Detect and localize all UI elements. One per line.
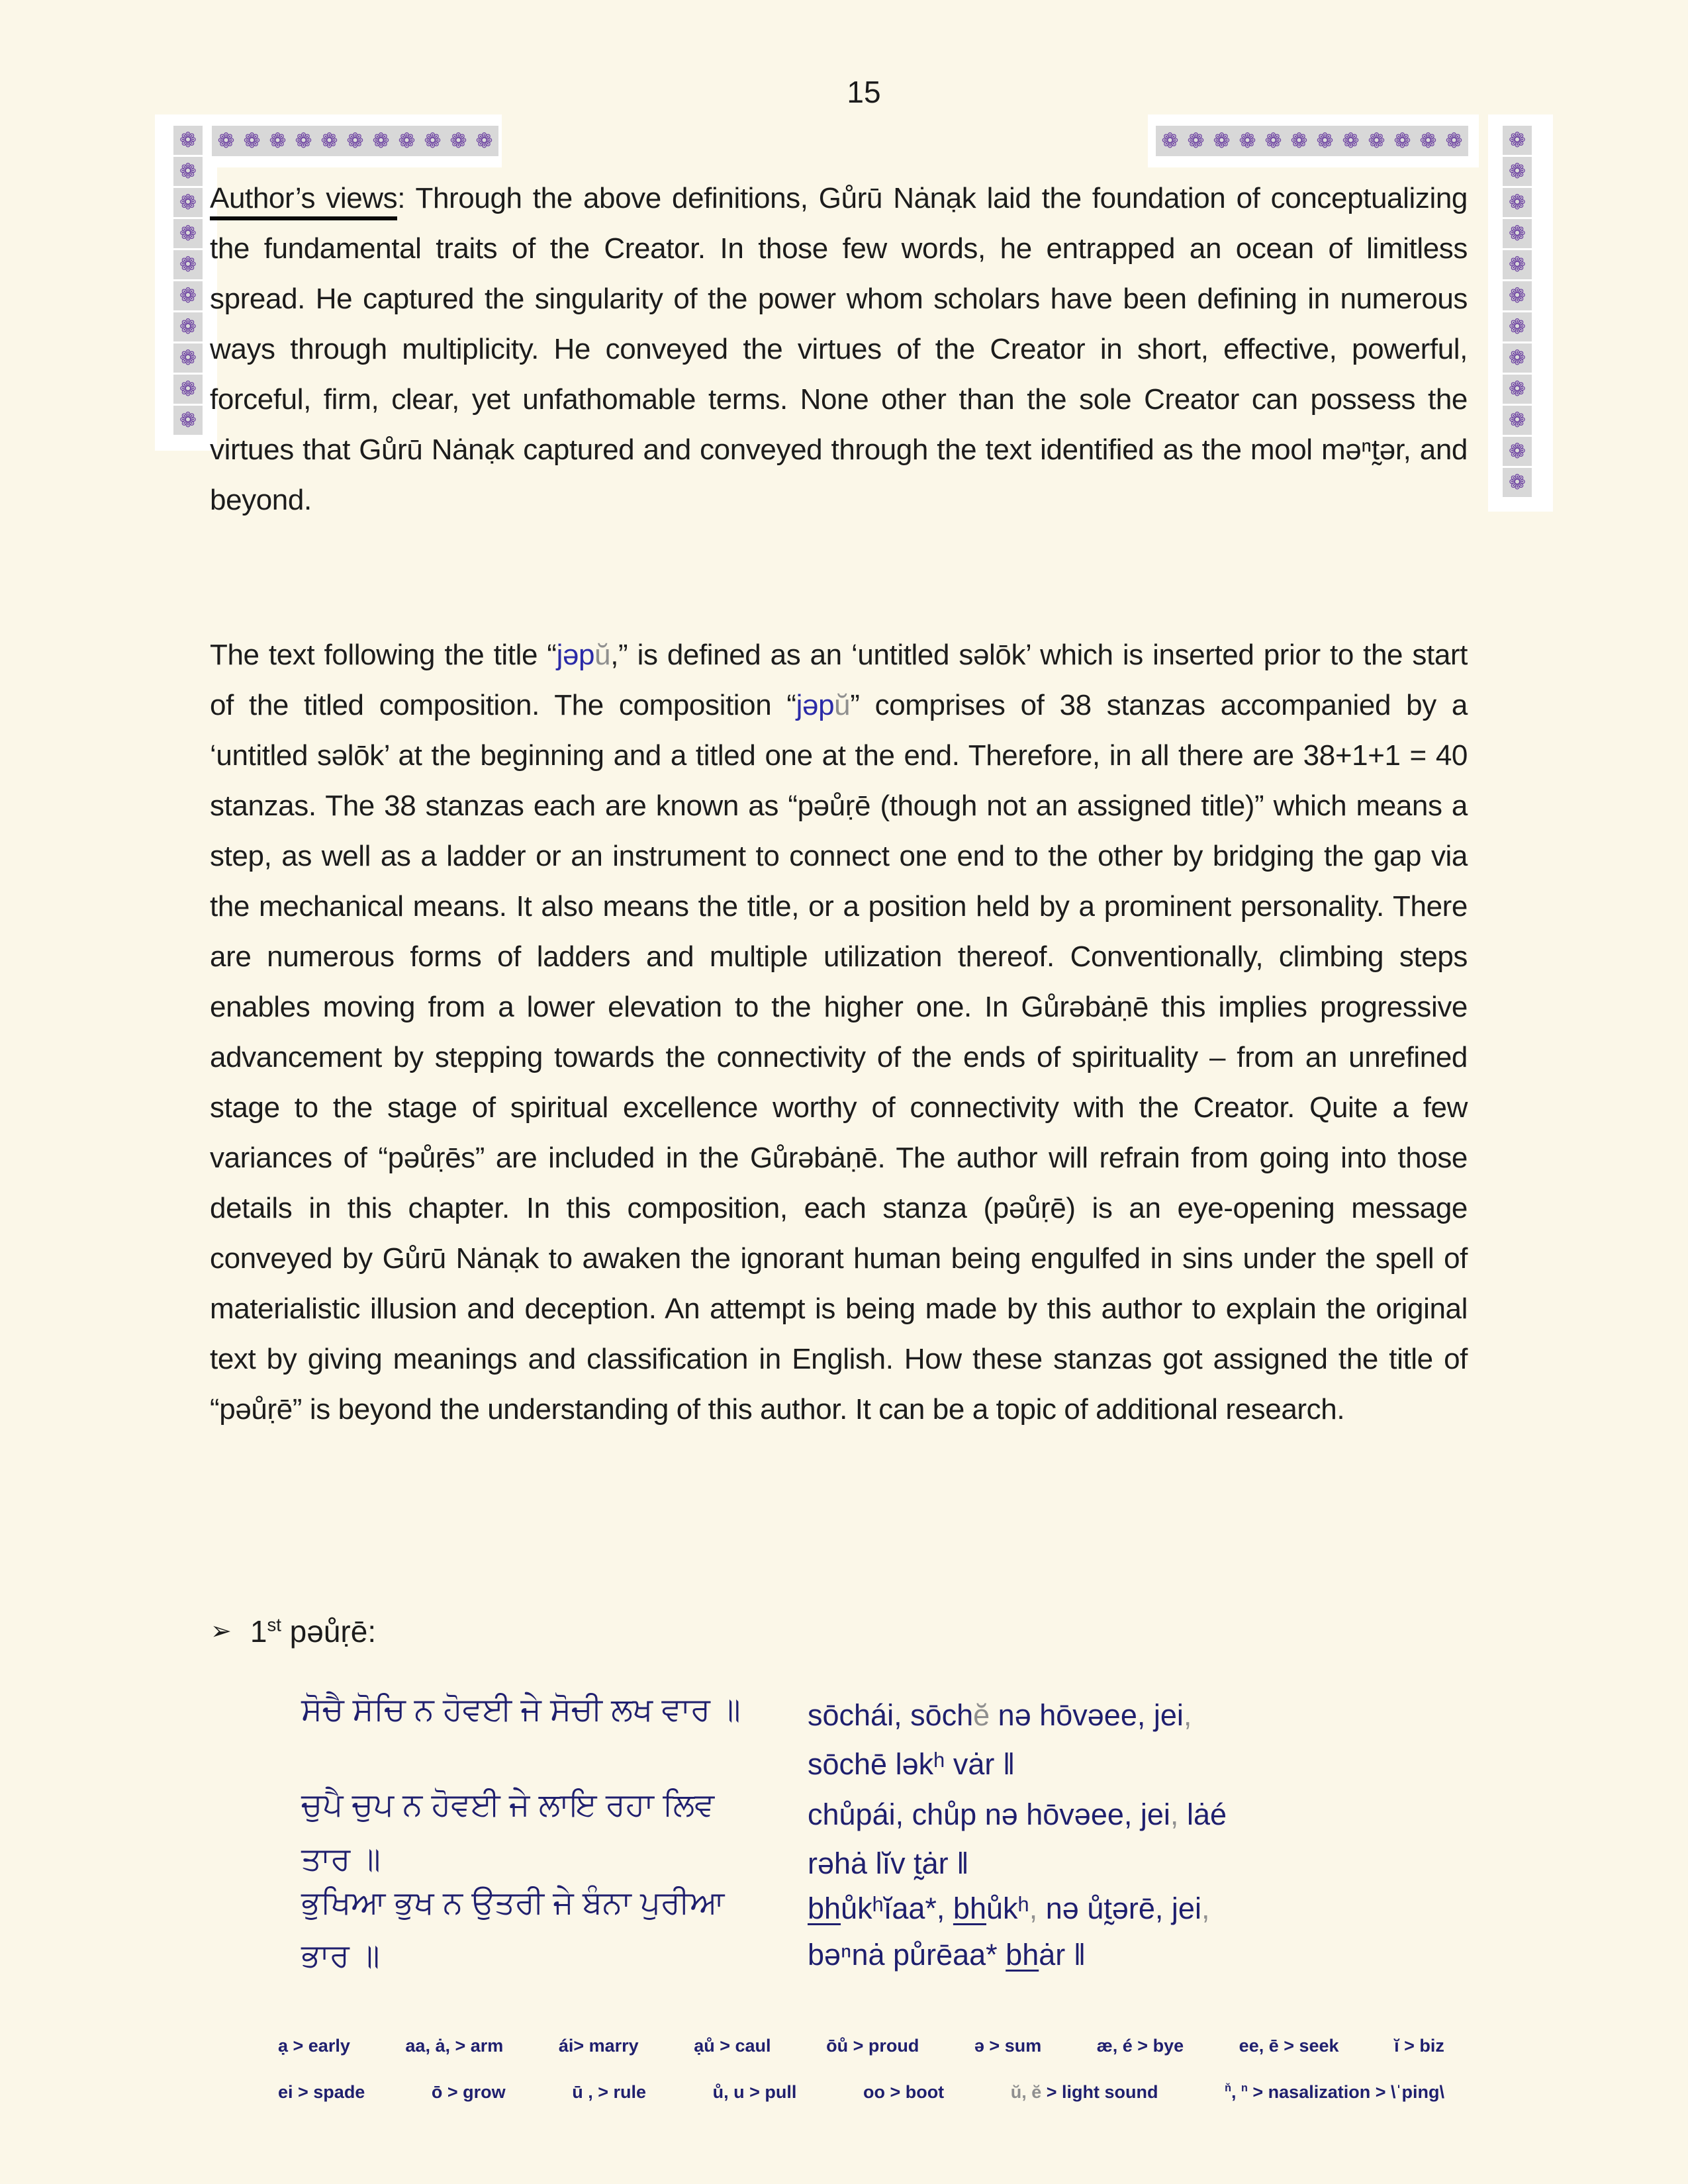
flower-ornament-icon: ❁ — [398, 129, 416, 153]
gurmukhi-line: ਭਾਰ ॥ — [301, 1938, 380, 1974]
flower-ornament-icon: ❁ — [449, 129, 467, 153]
flower-ornament-icon: ❁ — [1445, 129, 1463, 153]
flower-ornament-icon: ❁ — [173, 157, 203, 186]
flower-ornament-icon: ❁ — [173, 126, 203, 155]
key-item: ū , > rule — [572, 2082, 647, 2102]
pronunciation-key-row-2 — [278, 2082, 1444, 2103]
key-item: ə > sum — [974, 2036, 1042, 2056]
flower-ornament-icon: ❁ — [1503, 281, 1532, 310]
flower-ornament-icon: ❁ — [269, 129, 287, 153]
flower-ornament-icon: ❁ — [243, 129, 261, 153]
flower-ornament-icon: ❁ — [1503, 312, 1532, 341]
key-item: ō > grow — [431, 2082, 506, 2102]
flower-ornament-icon: ❁ — [173, 219, 203, 248]
flower-ornament-icon: ❁ — [1503, 375, 1532, 404]
key-item: æ, é > bye — [1096, 2036, 1184, 2056]
flower-border-left — [173, 126, 203, 435]
flower-border-top-left — [212, 126, 498, 156]
flower-ornament-icon: ❁ — [173, 250, 203, 279]
flower-ornament-icon: ❁ — [346, 129, 364, 153]
flower-ornament-icon: ❁ — [173, 375, 203, 404]
flower-ornament-icon: ❁ — [475, 129, 493, 153]
key-item: ee, ē > seek — [1239, 2036, 1339, 2056]
pronunciation-key-row-1 — [278, 2036, 1444, 2056]
flower-ornament-icon: ❁ — [1368, 129, 1385, 153]
key-item: oo > boot — [863, 2082, 945, 2102]
bullet-label: 1st pəůṛē: — [250, 1614, 377, 1649]
key-item: $^ň$, $^n$ > nasalization > \ˈping\ — [1225, 2082, 1444, 2102]
flower-border-top-right — [1156, 126, 1468, 156]
flower-border-right — [1503, 126, 1532, 497]
flower-ornament-icon: ❁ — [1503, 406, 1532, 435]
paragraph-japu-description: The text following the title “jəpŭ,” is defined as an ‘untitled səlōk’ which is inserted prior to the start of the titled composition. The composition “jəpŭ” comprises of 38 stanzas accompanied by a ‘untitled səlōk’ at the beginning and a titled one at the end. Therefore, in all there are 38+1+1 = 40 stanzas. The 38 stanzas each are known as “pəůṛē (though not an assigned title)” which means a step, as well as a ladder or an instrument to connect one end to the other by bridging the gap via the mechanical means. It also means the title, or a position held by a prominent personality. There are numerous forms of ladders and multiple utilization thereof. Conventionally, climbing steps enables moving from a lower elevation to the higher one. In Gůrəbȧṇē this implies progressive advancement by stepping towards the connectivity of the ends of spirituality – from an unrefined stage to the stage of spiritual excellence worthy of connectivity with the Creator. Quite a few variances of “pəůṛēs” are included in the Gůrəbȧṇē. The author will refrain from going into those details in this chapter. In this composition, each stanza (pəůṛē) is an eye-opening message conveyed by Gůrū Nȧnạk to awaken the ignorant human being engulfed in sins under the spell of materialistic illusion and deception. An attempt is being made by this author to explain the original text by giving meanings and classification in English. How these stanzas got assigned the title of “pəůṛē” is beyond the understanding of this author. It can be a topic of additional research. — [210, 639, 1468, 1426]
flower-ornament-icon: ❁ — [1316, 129, 1334, 153]
flower-ornament-icon: ❁ — [1503, 250, 1532, 279]
key-item: ĭ > biz — [1394, 2036, 1444, 2056]
flower-ornament-icon: ❁ — [1503, 219, 1532, 248]
gurmukhi-line: ਚੁਪੈ ਚੁਪ ਨ ਹੋਵਈ ਜੇ ਲਾਇ ਰਹਾ ਲਿਵ — [301, 1788, 715, 1823]
flower-ornament-icon: ❁ — [1187, 129, 1205, 153]
page-number: 15 — [847, 75, 881, 109]
key-item: ạ > early — [278, 2036, 350, 2056]
flower-ornament-icon: ❁ — [1213, 129, 1231, 153]
flower-ornament-icon: ❁ — [173, 312, 203, 341]
transliteration-line: bəⁿnȧ půrēaa* bhȧr ‖ — [808, 1938, 1086, 1972]
key-item: ei > spade — [278, 2082, 365, 2102]
flower-ornament-icon: ❁ — [320, 129, 338, 153]
transliteration-line: sōchái, sōchĕ nə hōvəee, jei, — [808, 1698, 1192, 1732]
flower-ornament-icon: ❁ — [1290, 129, 1308, 153]
flower-ornament-icon: ❁ — [173, 343, 203, 373]
transliteration-line: chůpái, chůp nə hōvəee, jei, lȧé — [808, 1797, 1227, 1831]
arrow-bullet-icon: ➢ — [211, 1616, 232, 1645]
flower-ornament-icon: ❁ — [1503, 437, 1532, 466]
flower-ornament-icon: ❁ — [1503, 468, 1532, 497]
key-item: ů, u > pull — [712, 2082, 797, 2102]
bullet-first-paure — [211, 1614, 376, 1649]
transliteration-line: sōchē ləkʰ vȧr ‖ — [808, 1747, 1015, 1781]
paragraph-authors-views: Author’s views: Through the above definitions, Gůrū Nȧnạk laid the foundation of conceptualizing the fundamental traits of the Creator. In those few words, he entrapped an ocean of limitless spread. He captured the singularity of the power whom scholars have been defining in numerous ways through multiplicity. He conveyed the virtues of the Creator in short, effective, powerful, forceful, firm, clear, yet unfathomable terms. None other than the sole Creator can possess the virtues that Gůrū Nȧnạk captured and conveyed through the text identified as the mool məⁿt̰ər, and beyond. — [210, 182, 1468, 516]
key-item: aa, ȧ, > arm — [405, 2036, 504, 2056]
flower-ornament-icon: ❁ — [1503, 157, 1532, 186]
flower-ornament-icon: ❁ — [173, 406, 203, 435]
transliteration-line: bhůkʰĭaa*, bhůkʰ, nə ůt̰ərē, jei, — [808, 1891, 1210, 1925]
flower-ornament-icon: ❁ — [1503, 188, 1532, 217]
transliteration-line: rəhȧ lĭv t̰ȧr ‖ — [808, 1846, 969, 1880]
flower-ornament-icon: ❁ — [1264, 129, 1282, 153]
flower-ornament-icon: ❁ — [1239, 129, 1256, 153]
key-item: ōů > proud — [826, 2036, 919, 2056]
gurmukhi-line: ਸੋਚੈ ਸੋਚਿ ਨ ਹੋਵਈ ਜੇ ਸੋਚੀ ਲਖ ਵਾਰ ॥ — [301, 1692, 741, 1727]
gurmukhi-line: ਤਾਰ ॥ — [301, 1842, 381, 1877]
flower-ornament-icon: ❁ — [1419, 129, 1437, 153]
flower-ornament-icon: ❁ — [424, 129, 442, 153]
key-item: ái> marry — [558, 2036, 639, 2056]
key-item: ŭ, ĕ > light sound — [1010, 2082, 1158, 2102]
gurmukhi-line: ਭੁਖਿਆ ਭੁਖ ਨ ਉਤਰੀ ਜੇ ਬੰਨਾ ਪੁਰੀਆ — [301, 1886, 725, 1921]
flower-ornament-icon: ❁ — [173, 188, 203, 217]
flower-ornament-icon: ❁ — [217, 129, 235, 153]
flower-ornament-icon: ❁ — [1503, 343, 1532, 373]
flower-ornament-icon: ❁ — [1342, 129, 1360, 153]
flower-ornament-icon: ❁ — [1161, 129, 1179, 153]
flower-ornament-icon: ❁ — [173, 281, 203, 310]
flower-ornament-icon: ❁ — [295, 129, 312, 153]
key-item: ạů > caul — [694, 2036, 771, 2056]
flower-ornament-icon: ❁ — [1503, 126, 1532, 155]
flower-ornament-icon: ❁ — [372, 129, 390, 153]
flower-ornament-icon: ❁ — [1393, 129, 1411, 153]
